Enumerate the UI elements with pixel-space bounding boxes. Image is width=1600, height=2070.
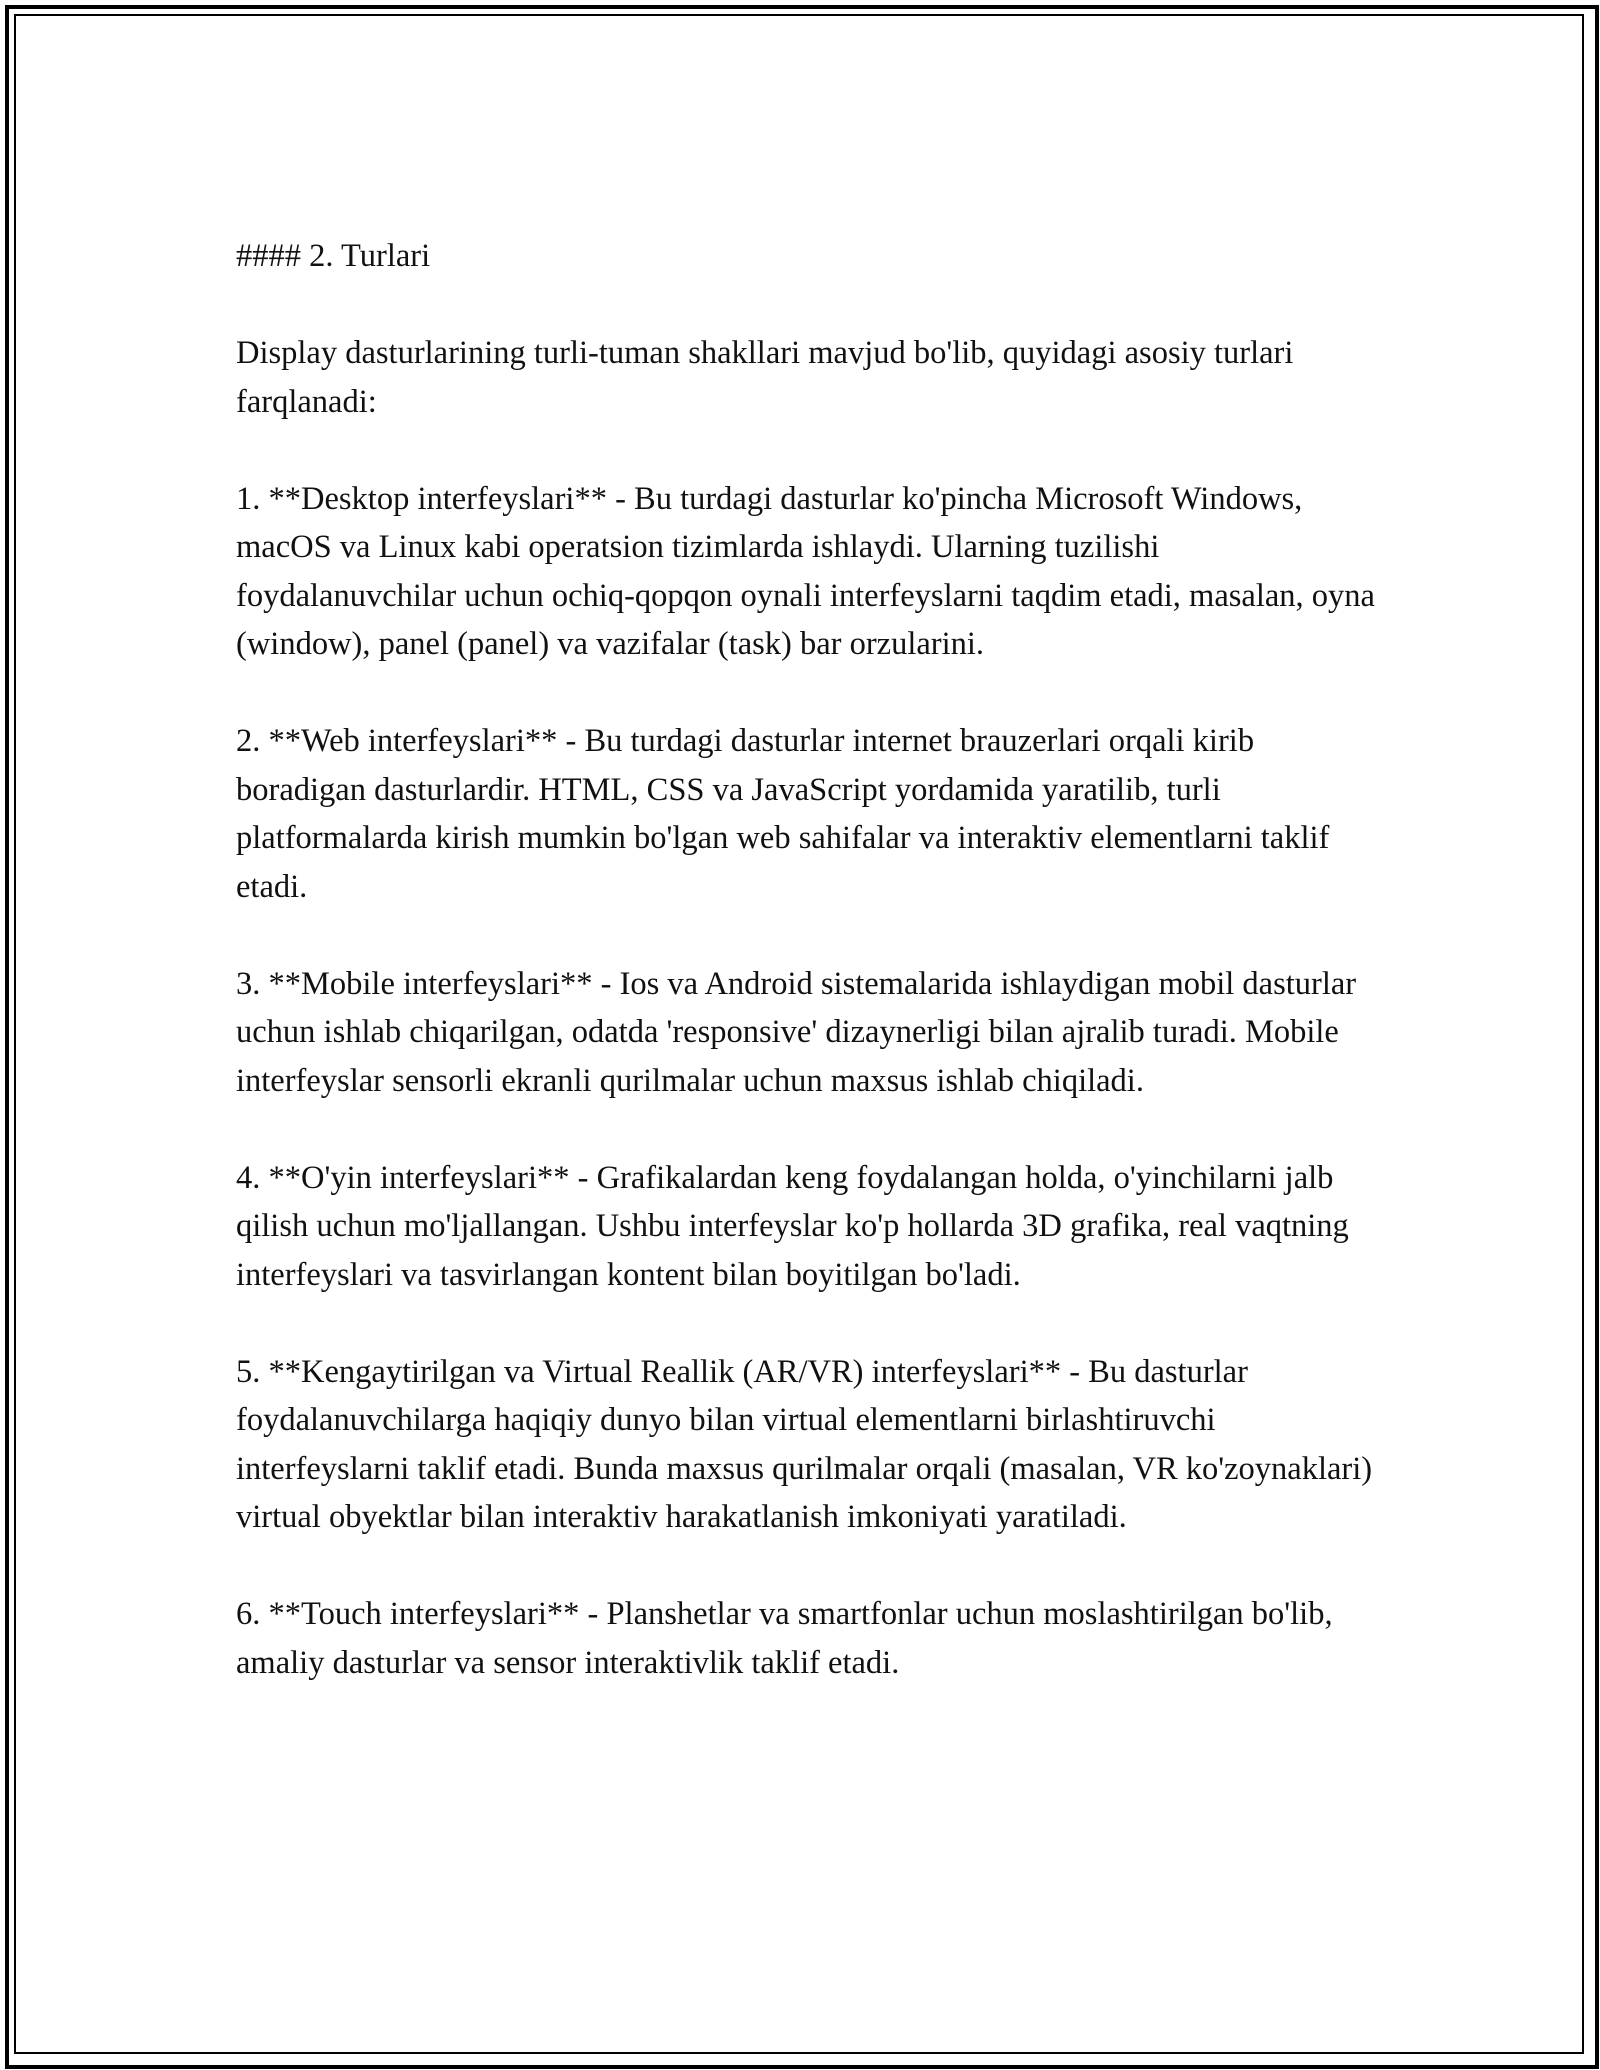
list-item-desktop: 1. **Desktop interfeyslari** - Bu turdagi dasturlar ko'pincha Microsoft Windows, macOS va Linux kabi operatsion tizimlarda ishlaydi. Ularning tuzilishi foydalanuvchilar uchun ochiq-qopqon oynali interfeyslarni taqdim etadi, masalan, oyna (window), panel (panel) va vazifalar (task) bar orzularini. <box>236 480 1375 662</box>
list-item-game: 4. **O'yin interfeyslari** - Grafikalardan keng foydalangan holda, o'yinchilarni jalb qilish uchun mo'ljallangan. Ushbu interfeyslar ko'p hollarda 3D grafika, real vaqtning interfeyslari va tasvirlangan kontent bilan boyitilgan bo'ladi. <box>236 1159 1349 1293</box>
list-item-touch: 6. **Touch interfeyslari** - Planshetlar va smartfonlar uchun moslashtirilgan bo'lib, amaliy dasturlar va sensor interaktivlik taklif etadi. <box>236 1596 1333 1681</box>
document-body <box>236 232 1376 1687</box>
list-item-ar-vr: 5. **Kengaytirilgan va Virtual Reallik (AR/VR) interfeyslari** - Bu dasturlar foydalanuvchilarga haqiqiy dunyo bilan virtual elementlarni birlashtiruvchi interfeyslarni taklif etadi. Bunda maxsus qurilmalar orqali (masalan, VR ko'zoynaklari) virtual obyektlar bilan interaktiv harakatlanish imkoniyati yaratiladi. <box>236 1353 1373 1535</box>
list-item-mobile: 3. **Mobile interfeyslari** - Ios va Android sistemalarida ishlaydigan mobil dasturlar uchun ishlab chiqarilgan, odatda 'responsive' dizaynerligi bilan ajralib turadi. Mobile interfeyslar sensorli ekranli qurilmalar uchun maxsus ishlab chiqiladi. <box>236 965 1357 1099</box>
list-item-web: 2. **Web interfeyslari** - Bu turdagi dasturlar internet brauzerlari orqali kirib boradigan dasturlardir. HTML, CSS va JavaScript yordamida yaratilib, turli platformalarda kirish mumkin bo'lgan web sahifalar va interaktiv elementlarni taklif etadi. <box>236 723 1330 905</box>
intro-paragraph: Display dasturlarining turli-tuman shakllari mavjud bo'lib, quyidagi asosiy turlari farqlanadi: <box>236 335 1294 420</box>
section-heading: #### 2. Turlari <box>236 238 431 274</box>
